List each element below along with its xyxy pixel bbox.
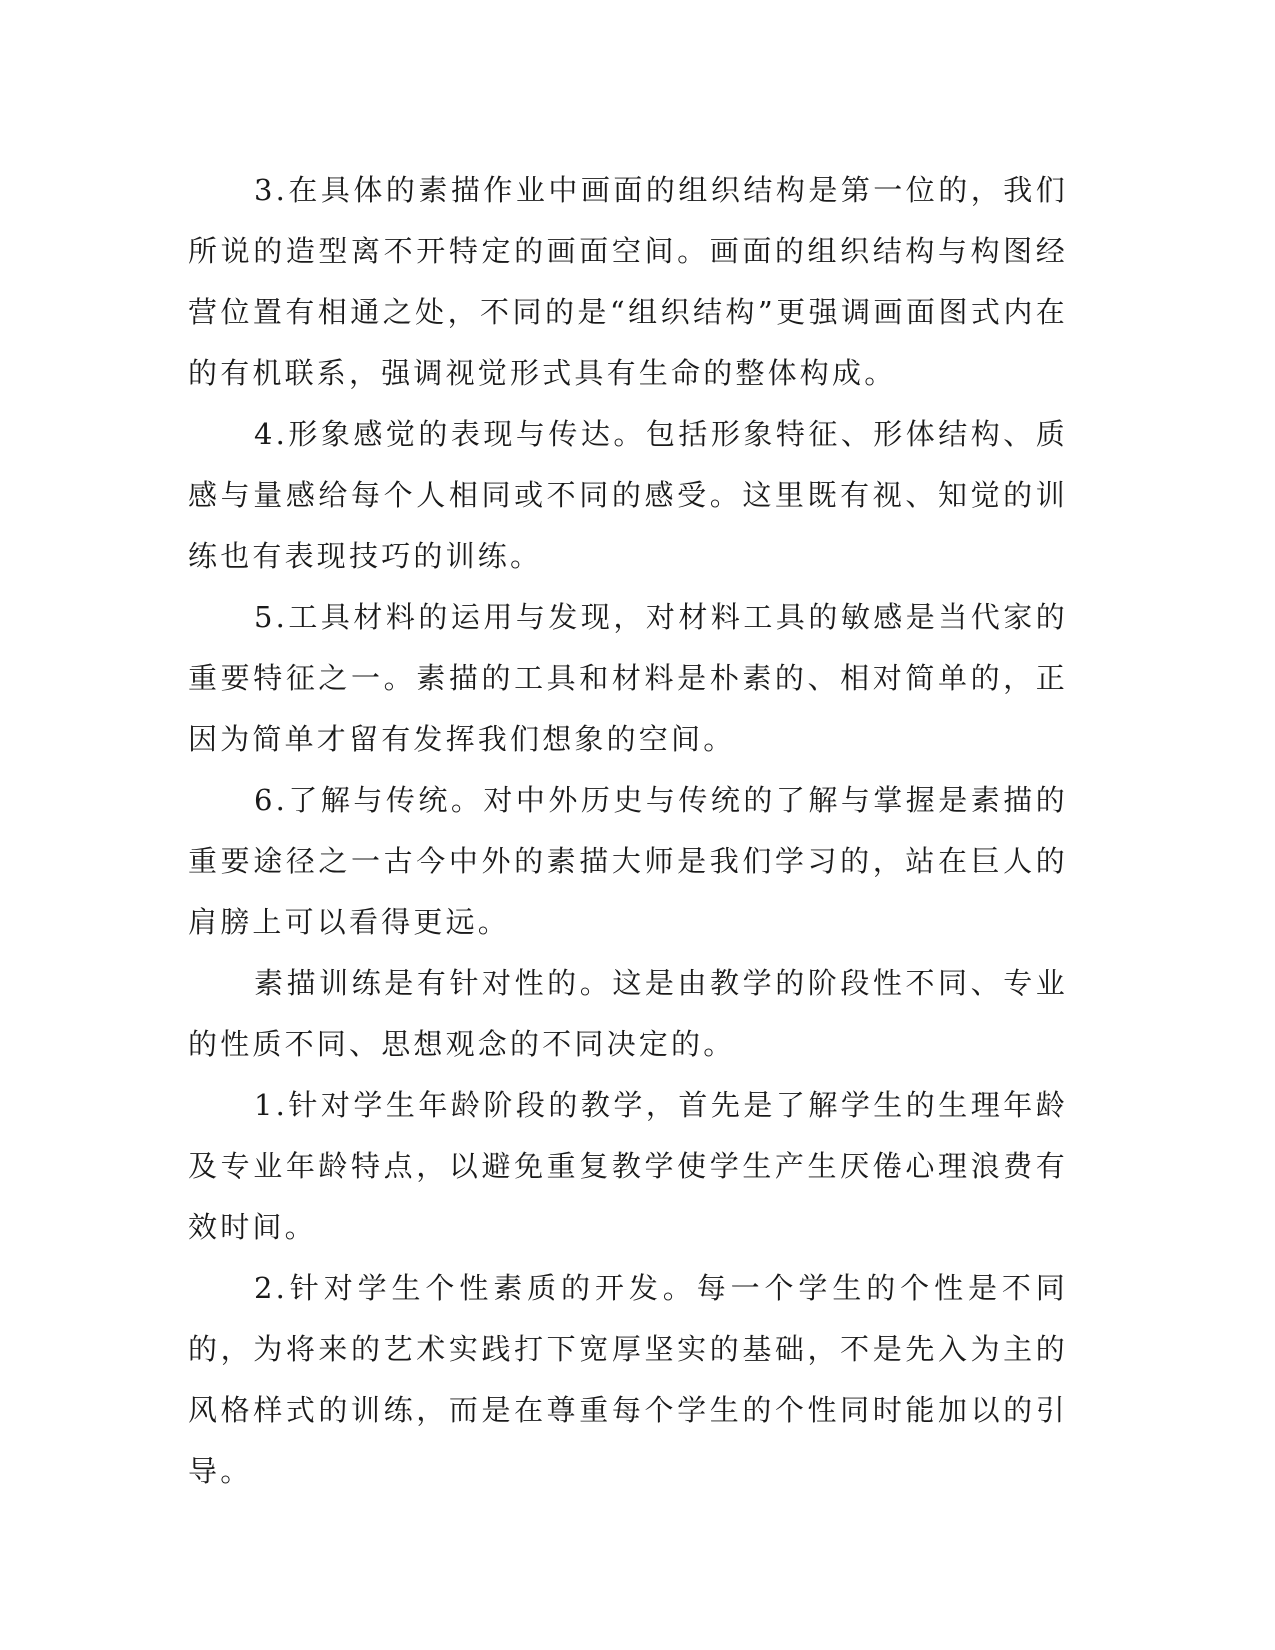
paragraph-form-perception: 4.形象感觉的表现与传达。包括形象特征、形体结构、质感与量感给每个人相同或不同的感受。这里既有视、知觉的训练也有表现技巧的训练。 (188, 417, 1068, 573)
paragraph-targeted-training: 素描训练是有针对性的。这是由教学的阶段性不同、专业的性质不同、思想观念的不同决定的。 (188, 966, 1068, 1061)
body-text (188, 160, 1068, 1502)
paragraph-tradition: 6.了解与传统。对中外历史与传统的了解与掌握是素描的重要途径之一古今中外的素描大师是我们学习的，站在巨人的肩膀上可以看得更远。 (188, 783, 1068, 939)
paragraph-age-stage: 1.针对学生年龄阶段的教学，首先是了解学生的生理年龄及专业年龄特点，以避免重复教学使学生产生厌倦心理浪费有效时间。 (188, 1088, 1068, 1244)
paragraph-tools-materials: 5.工具材料的运用与发现，对材料工具的敏感是当代家的重要特征之一。素描的工具和材料是朴素的、相对简单的，正因为简单才留有发挥我们想象的空间。 (188, 600, 1068, 756)
paragraph-individuality: 2.针对学生个性素质的开发。每一个学生的个性是不同的，为将来的艺术实践打下宽厚坚实的基础，不是先入为主的风格样式的训练，而是在尊重每个学生的个性同时能加以的引导。 (188, 1271, 1068, 1488)
paragraph-composition: 3.在具体的素描作业中画面的组织结构是第一位的，我们所说的造型离不开特定的画面空间。画面的组织结构与构图经营位置有相通之处，不同的是“组织结构”更强调画面图式内在的有机联系，强调视觉形式具有生命的整体构成。 (188, 173, 1068, 390)
